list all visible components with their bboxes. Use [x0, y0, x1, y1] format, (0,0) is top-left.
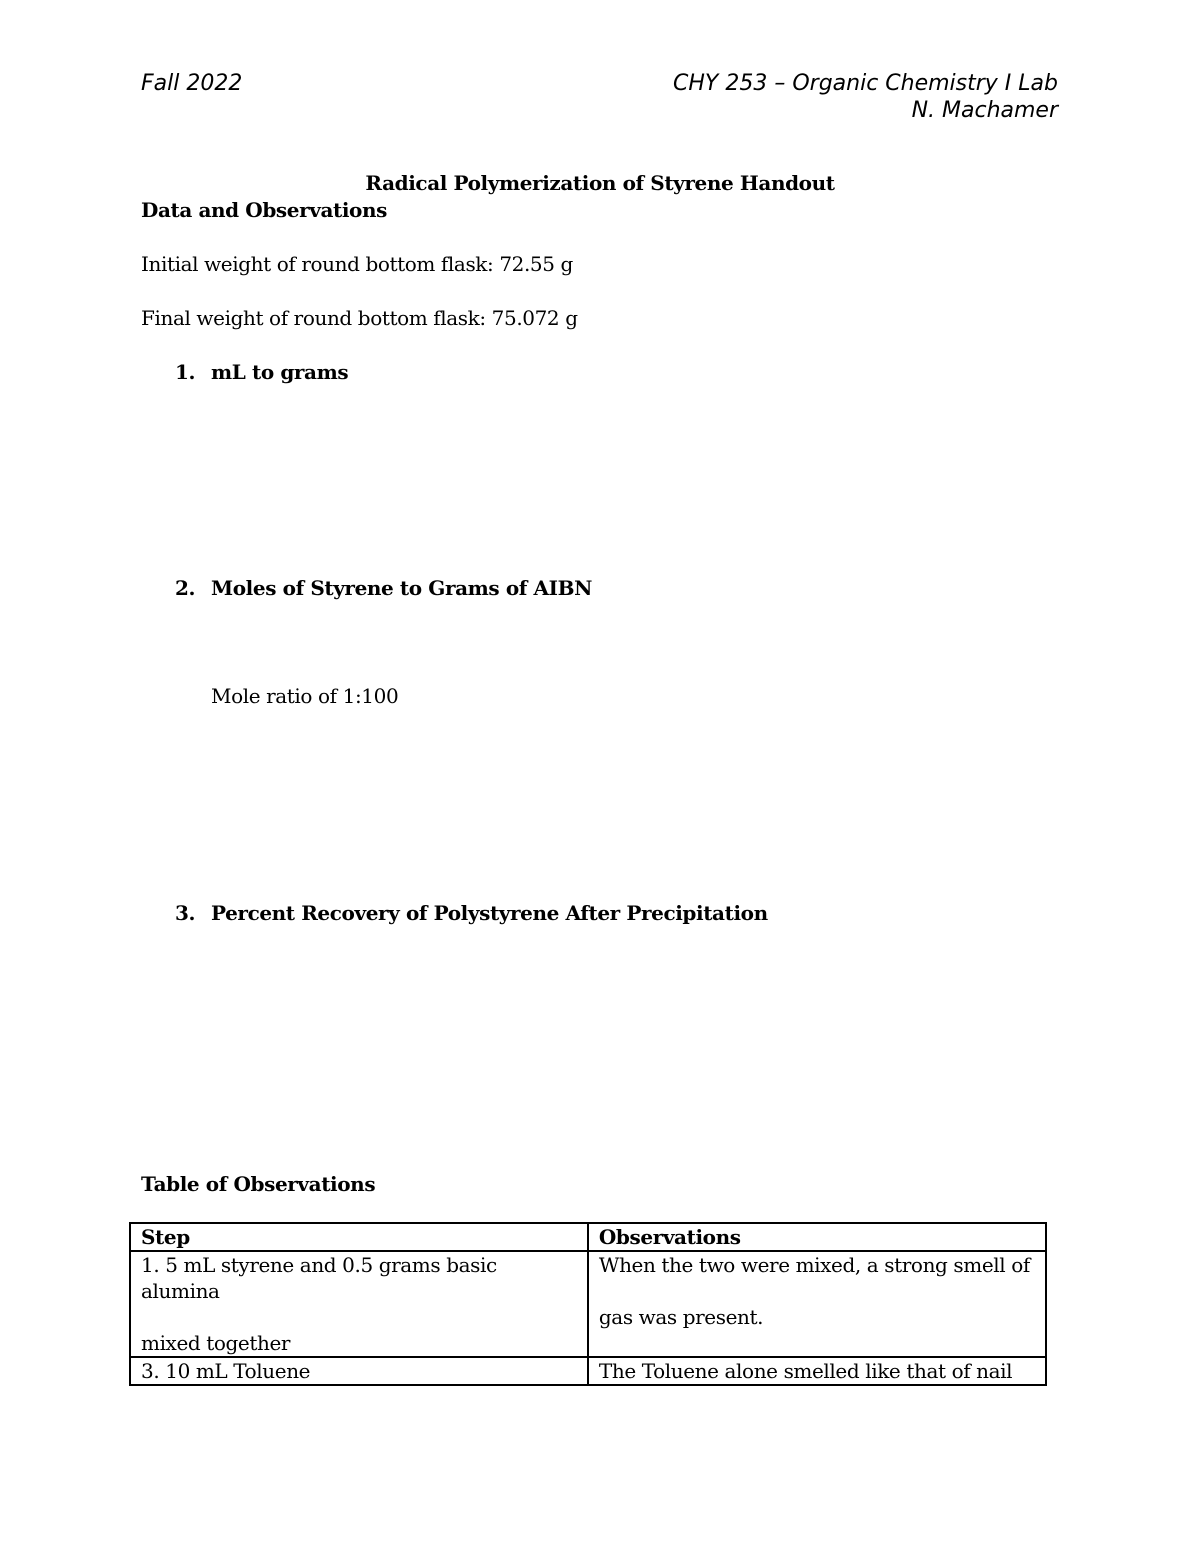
column-header-observations: Observations: [588, 1223, 1046, 1251]
question-3-number: 3.: [175, 901, 196, 925]
table-cell-step: [130, 1357, 588, 1385]
initial-weight-text: Initial weight of round bottom flask: 72.55 g: [141, 252, 573, 276]
cell-text: The Toluene alone smelled like that of nail: [598, 1359, 1013, 1383]
cell-text: mixed together: [141, 1331, 291, 1355]
table-heading: Table of Observations: [141, 1172, 376, 1196]
table-cell-observation: [588, 1357, 1046, 1385]
cell-text: gas was present.: [598, 1305, 764, 1329]
mole-ratio-note: Mole ratio of 1:100: [211, 684, 399, 708]
header-course: CHY 253 – Organic Chemistry I Lab: [673, 71, 1058, 96]
column-header-step: Step: [130, 1223, 588, 1251]
question-1-number: 1.: [175, 360, 196, 384]
question-3-label: Percent Recovery of Polystyrene After Precipitation: [211, 901, 768, 925]
cell-text: When the two were mixed, a strong smell of: [598, 1253, 1030, 1277]
question-1-label: mL to grams: [211, 360, 349, 384]
final-weight-text: Final weight of round bottom flask: 75.072 g: [141, 306, 578, 330]
table-cell-step: [130, 1251, 588, 1357]
table-header-row: [130, 1223, 1046, 1251]
section-heading: Data and Observations: [141, 198, 387, 222]
cell-text: 3. 10 mL Toluene: [141, 1359, 311, 1383]
header-instructor: N. Machamer: [911, 98, 1058, 123]
table-row: [130, 1251, 1046, 1357]
cell-text: 1. 5 mL styrene and 0.5 grams basic alumina: [141, 1253, 497, 1303]
question-2-label: Moles of Styrene to Grams of AIBN: [211, 576, 592, 600]
table-cell-observation: [588, 1251, 1046, 1357]
table-row: [130, 1357, 1046, 1385]
observations-table: [129, 1222, 1047, 1386]
question-2-number: 2.: [175, 576, 196, 600]
header-term: Fall 2022: [141, 71, 243, 96]
document-title: Radical Polymerization of Styrene Handout: [365, 171, 835, 195]
